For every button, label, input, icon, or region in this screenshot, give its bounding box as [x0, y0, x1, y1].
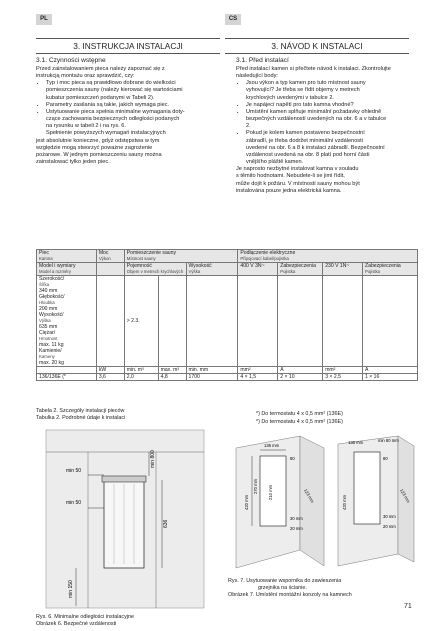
intro-line: Przed zainstalowaniem pieca należy zapoznać się z [36, 66, 165, 72]
table-cell: > 2.3. [124, 276, 158, 367]
table-cell: 3 × 2,5 [323, 374, 363, 381]
para-line: s těmito hodnotami. Nebudete-li se jimi řídit, [236, 173, 345, 180]
unit-cell: min. m³ [124, 367, 158, 374]
list-item: • Ustytuowanie pieca spełnia minimalne wymagania doty- czące zachowania bezpiecznych odległości podanych na rysunku w tabeli 2 i na rys. 6. [46, 109, 220, 130]
header-cell: 230 V 1N~ [323, 263, 363, 276]
unit-cell: A [278, 367, 323, 374]
dim-label: 123 mm [399, 488, 412, 504]
table-row [37, 367, 418, 374]
table-cell: 136/136E (* [37, 374, 97, 381]
header-cell: Model i wymiary Model a rozměry [37, 263, 97, 276]
unit-cell: A [363, 367, 418, 374]
header-cell: Podłączenie elektryczne Připojovací kabel/pojistka [238, 250, 418, 263]
dim-label: min 150 [68, 580, 74, 598]
footnote: *) Do termostatu 4 x 0,5 mm² (136E) [256, 411, 343, 417]
table-header-row [37, 263, 418, 276]
header-cell: Pomieszczenie sauny Místnost sauny [124, 250, 238, 263]
dim-label: 210 mm [268, 484, 273, 500]
table-caption-cs: Tabulka 2. Podrobné údaje k instalaci [36, 415, 126, 421]
dim-label: 20 mm [383, 524, 396, 529]
intro-line: Před instalací kamen si přečtete návod k instalaci. Zkontrolujte [236, 66, 391, 72]
list-item: • Je napájecí napětí pro tato kamna vhodné? [246, 102, 420, 109]
header-cell: Zabezpieczenia Pojistka [278, 263, 323, 276]
bullet-list-pl [36, 80, 220, 130]
para-line: může dojít k požáru. V místnosti sauny mohou být [236, 180, 360, 187]
intro-line: instrukcją montażu oraz sprawdzić, czy: [36, 73, 135, 80]
header-cell: Piec Kamna [37, 250, 97, 263]
list-item: • Jsou výkon a typ kamen pro tuto místnost sauny vyhovující? Je třeba se řídit objemy v metrech krychlových uvedenými v tabulce 2. [246, 80, 420, 101]
intro-line: následující body: [236, 73, 278, 80]
table-row [37, 276, 418, 367]
table-caption-pl: Tabela 2. Szczegóły instalacji pieców [36, 408, 125, 414]
header-cell: Zabezpieczenia Pojistka [363, 263, 418, 276]
dim-label: 123 mm [303, 488, 316, 504]
header-cell: Wysokość Výška [186, 263, 238, 276]
dim-label: 20 mm [290, 526, 303, 531]
text-column-cs [236, 57, 420, 195]
subheading-cs: 3.1. Před instalací [236, 57, 289, 64]
dimensions-cell: Szerokość/ Šířka 340 mm Głębokość/ Hloubka 200 mm Wysokość/ Výška 635 mm Ciężar/ Hmotnost max. 11 kg Kamienie/ Kameny max. 20 kg [37, 276, 97, 367]
table-cell: 2 × 10 [278, 374, 323, 381]
figure-6-distances [36, 428, 208, 618]
list-item: • Umístění kamen splňuje minimální požadavky ohledně bezpečných vzdáleností uvedených na obr. 6 a v tabulce 2. [246, 109, 420, 130]
dim-label: 270 mm [253, 478, 258, 494]
para-line: instalována pouze jedna elektrická kamna. [236, 187, 342, 194]
footnote: *) Do termostatu 4 x 0,5 mm² (136E) [256, 419, 343, 425]
table-cell: 3,6 [96, 374, 124, 381]
figure-7-caption-cs: Obrázek 7. Umístění montážní konzoly na kamnech [228, 592, 352, 598]
para-line: zainstalować tylko jeden piec. [36, 159, 110, 166]
dim-label: 80 [290, 456, 295, 461]
unit-cell: min. mm [186, 367, 238, 374]
para-line: Spełnienie powyższych wymagań instalacyjnych [46, 130, 166, 137]
dim-label: 80 [383, 456, 388, 461]
dim-label: 30 mm [383, 514, 396, 519]
table-row [37, 374, 418, 381]
figure-7-caption-pl: Rys. 7. Usytuowanie wspornika do zawieszenia [228, 578, 342, 584]
unit-cell: max. m³ [158, 367, 186, 374]
dim-label: 636 [163, 519, 169, 528]
heading-cs: 3. NÁVOD K INSTALACI [225, 38, 409, 54]
table-header-row [37, 250, 418, 263]
installation-table [36, 249, 418, 381]
dim-label: min 50 [66, 500, 82, 506]
list-item: • Typ i moc pieca są prawidłowo dobrane do wielkości pomieszczenia sauny (należy kierować się wartościami kubatur pomieszczeń podanymi w Tabeli 2). [46, 80, 220, 101]
dim-label: 420 mm [244, 494, 249, 510]
text-column-pl [36, 57, 220, 166]
dim-label: 30 mm [290, 516, 303, 521]
figure-6-caption-cs: Obrázek 6. Bezpečné vzdálenosti [36, 621, 117, 627]
dim-label: 136 mm [348, 440, 364, 445]
lang-tag-pl: PL [36, 14, 52, 25]
unit-cell: kW [96, 367, 124, 374]
dim-label: min 50 [66, 468, 82, 474]
dim-label: 420 mm [342, 494, 347, 510]
para-line: pożarowe. W jednym pomieszczeniu sauny można [36, 151, 162, 158]
heading-pl: 3. INSTRUKCJA INSTALACJI [36, 38, 220, 54]
unit-cell: mm² [238, 367, 278, 374]
dim-label: min 80 mm [378, 438, 399, 443]
para-line: Je naprosto nezbytné instalovat kamna v souladu [236, 166, 359, 173]
para-line: jest absolutnie konieczne, gdyż odstępstwa w tym [36, 137, 160, 144]
header-cell: Moc Výkon [96, 250, 124, 263]
header-cell: 400 V 3N~ [238, 263, 278, 276]
table-cell: 1 × 16 [363, 374, 418, 381]
lang-tag-cs: CS [225, 14, 241, 25]
figure-7-caption-pl-2: grzejnika na ścianie. [258, 585, 307, 591]
table-cell: 2,0 [124, 374, 158, 381]
page-number: 71 [404, 603, 412, 610]
dim-label: 136 mm [264, 443, 280, 448]
heater-shape [260, 456, 286, 526]
para-line: względzie mogą stworzyć poważne zagrożenie [36, 144, 153, 151]
table-cell: 4,8 [158, 374, 186, 381]
heater-shape [354, 452, 380, 524]
subheading-pl: 3.1. Czynności wstępne [36, 57, 106, 64]
figure-6-caption-pl: Rys. 6. Minimalne odległości instalacyjne [36, 614, 134, 620]
dim-label: min 800 [150, 450, 156, 468]
unit-cell: mm² [323, 367, 363, 374]
bullet-list-cs [236, 80, 420, 166]
list-item: • Pokud je kolem kamen postaveno bezpečnostní zábradlí, je třeba dodržet minimální vzdálenosti uvedené na obr. 6 a 8 k instalaci zábradlí. Bezpečnostní vzdálenost uvedená na obr. 8 platí pod horní části vnějšího pláště kamen. [246, 130, 420, 166]
header-cell [96, 263, 124, 276]
figure-7-bracket [228, 430, 418, 576]
header-cell: Pojemność Objem v metrech krychlových [124, 263, 186, 276]
list-item: • Parametry zasilania są takie, jakich wymaga piec. [46, 102, 220, 109]
table-cell: 4 × 1,5 [238, 374, 278, 381]
table-cell: 1700 [186, 374, 238, 381]
